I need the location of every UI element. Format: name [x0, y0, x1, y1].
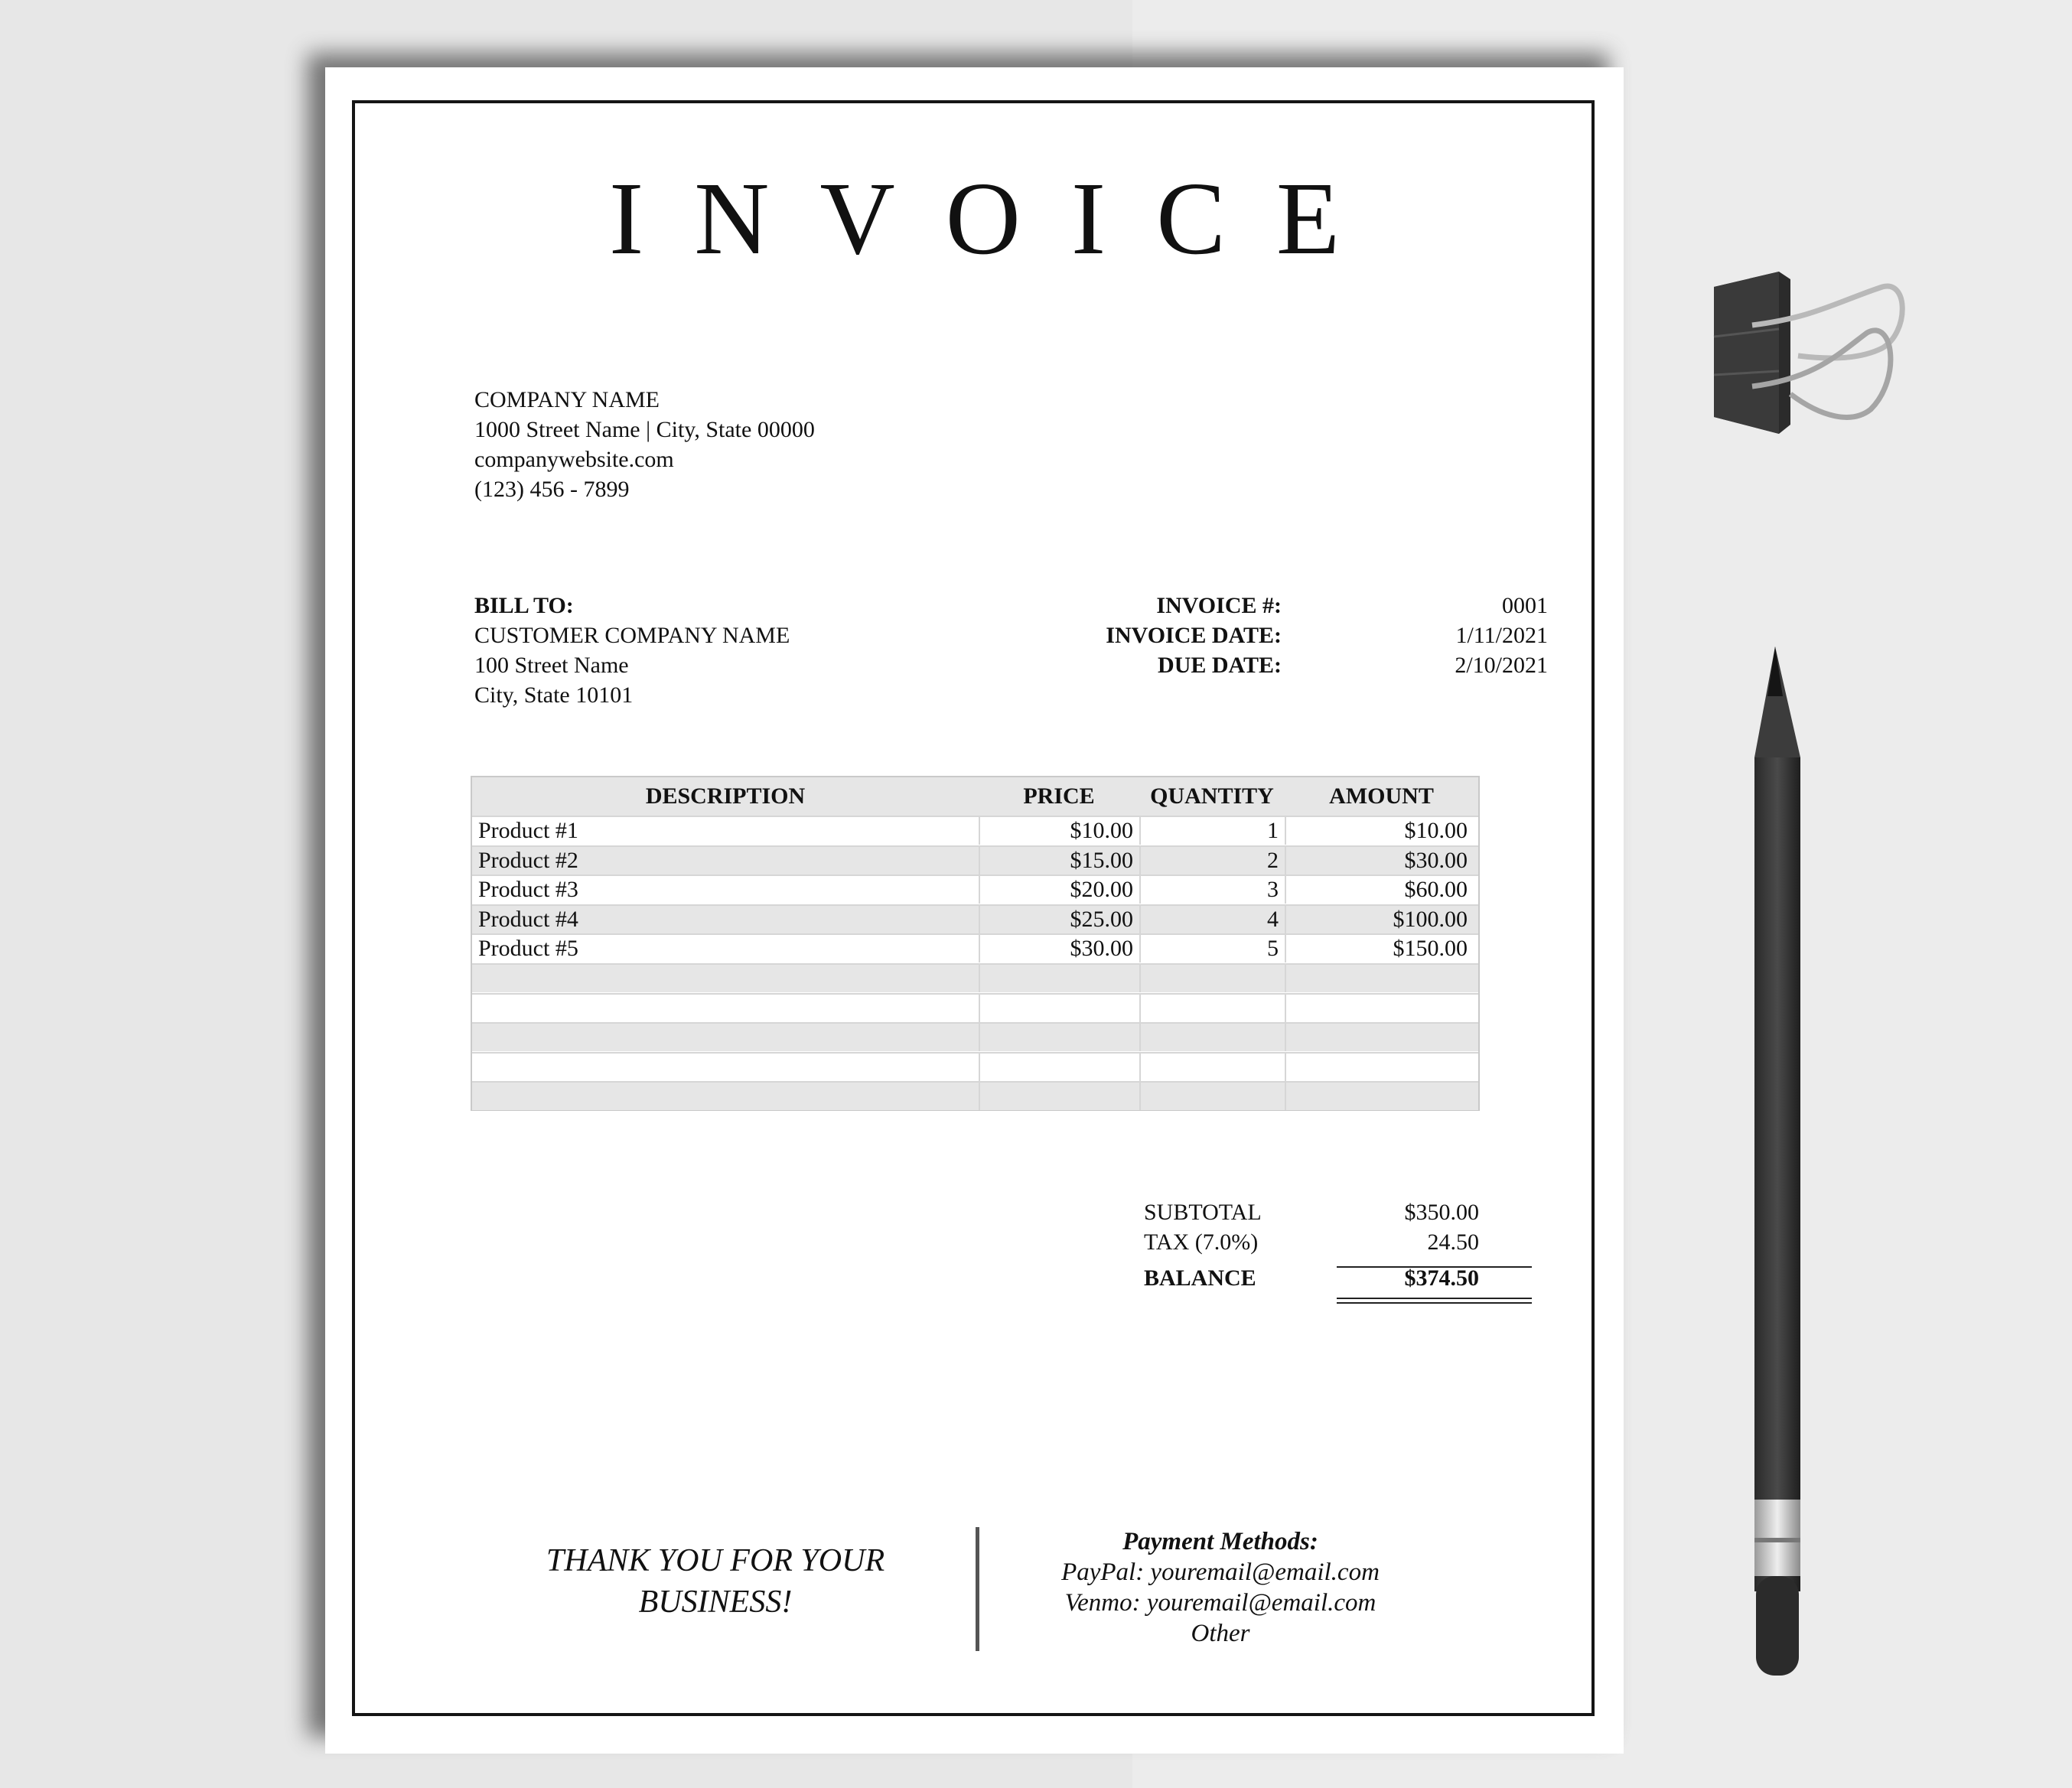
invoice-number-label: INVOICE #: — [1156, 593, 1282, 618]
footer-divider — [976, 1527, 979, 1651]
table-row — [472, 1022, 1478, 1051]
header-amount: AMOUNT — [1329, 783, 1434, 809]
binder-clip-icon — [1706, 264, 1913, 440]
cell-price: $30.00 — [979, 935, 1139, 962]
table-row — [472, 993, 1478, 1022]
cell-quantity — [1139, 995, 1285, 1022]
cell-amount: $60.00 — [1285, 876, 1478, 904]
cell-price: $20.00 — [979, 876, 1139, 904]
tax-value: 24.50 — [1427, 1229, 1479, 1255]
table-row — [472, 904, 1478, 933]
cell-description: Product #5 — [478, 936, 578, 962]
thank-you-line-1: THANK YOU FOR YOUR — [546, 1543, 885, 1578]
company-info — [474, 385, 815, 504]
company-website: companywebsite.com — [474, 447, 674, 472]
cell-amount — [1285, 1054, 1478, 1081]
balance-label: BALANCE — [1144, 1265, 1256, 1291]
cell-description — [472, 965, 979, 992]
cell-quantity: 2 — [1139, 847, 1285, 874]
payment-methods — [1006, 1526, 1435, 1649]
due-date-label: DUE DATE: — [1158, 653, 1282, 678]
cell-description: Product #4 — [478, 906, 578, 932]
cell-description — [472, 1054, 979, 1081]
cell-description — [472, 1024, 979, 1051]
cell-quantity: 5 — [1139, 935, 1285, 962]
customer-street: 100 Street Name — [474, 653, 629, 678]
payment-paypal: PayPal: youremail@email.com — [1061, 1558, 1380, 1586]
payment-other: Other — [1191, 1620, 1250, 1647]
cell-price — [979, 1083, 1139, 1110]
cell-amount: $100.00 — [1285, 906, 1478, 933]
line-items-table — [471, 776, 1480, 1111]
balance-rule-bottom — [1337, 1302, 1532, 1304]
table-row — [472, 845, 1478, 874]
cell-description: Product #3 — [478, 877, 578, 903]
bill-to-label: BILL TO: — [474, 593, 574, 618]
table-row — [472, 963, 1478, 992]
tax-label: TAX (7.0%) — [1144, 1229, 1259, 1255]
cell-quantity: 4 — [1139, 906, 1285, 933]
invoice-title: INVOICE — [608, 161, 1390, 276]
invoice-date-label: INVOICE DATE: — [1106, 623, 1282, 648]
cell-description — [472, 995, 979, 1022]
subtotal-value: $350.00 — [1404, 1200, 1479, 1225]
cell-price — [979, 1054, 1139, 1081]
table-row — [472, 933, 1478, 962]
cell-quantity — [1139, 965, 1285, 992]
table-row — [472, 816, 1478, 845]
customer-city: City, State 10101 — [474, 682, 634, 708]
cell-amount — [1285, 1024, 1478, 1051]
cell-quantity — [1139, 1054, 1285, 1081]
cell-price — [979, 995, 1139, 1022]
cell-quantity: 3 — [1139, 876, 1285, 904]
invoice-meta-labels — [1014, 591, 1282, 680]
company-phone: (123) 456 - 7899 — [474, 477, 630, 502]
table-row — [472, 874, 1478, 904]
thank-you-note — [501, 1540, 930, 1623]
cell-quantity: 1 — [1139, 817, 1285, 845]
table-row — [472, 1081, 1478, 1110]
company-address: 1000 Street Name | City, State 00000 — [474, 417, 815, 442]
cell-amount: $150.00 — [1285, 935, 1478, 962]
cell-quantity — [1139, 1083, 1285, 1110]
cell-description: Product #2 — [478, 847, 578, 873]
cell-amount: $30.00 — [1285, 847, 1478, 874]
header-price: PRICE — [1023, 783, 1095, 809]
cell-amount: $10.00 — [1285, 817, 1478, 845]
invoice-number: 0001 — [1502, 593, 1548, 618]
subtotal-label: SUBTOTAL — [1144, 1200, 1262, 1225]
cell-price: $25.00 — [979, 906, 1139, 933]
payment-venmo: Venmo: youremail@email.com — [1064, 1589, 1376, 1617]
table-header — [472, 777, 1478, 816]
bill-to — [474, 591, 790, 710]
cell-description: Product #1 — [478, 818, 578, 843]
header-quantity: QUANTITY — [1150, 783, 1274, 809]
invoice-date: 1/11/2021 — [1455, 623, 1548, 648]
invoice-page — [325, 67, 1624, 1754]
invoice-meta-values — [1320, 591, 1548, 680]
cell-amount — [1285, 995, 1478, 1022]
cell-price — [979, 1024, 1139, 1051]
cell-quantity — [1139, 1024, 1285, 1051]
company-name: COMPANY NAME — [474, 387, 660, 412]
header-description: DESCRIPTION — [645, 783, 806, 809]
pencil-icon — [1720, 643, 1835, 1698]
cell-price: $10.00 — [979, 817, 1139, 845]
payment-methods-title: Payment Methods: — [1122, 1528, 1318, 1555]
balance-value: $374.50 — [1404, 1265, 1479, 1291]
cell-price — [979, 965, 1139, 992]
thank-you-line-2: BUSINESS! — [638, 1584, 793, 1620]
cell-amount — [1285, 965, 1478, 992]
cell-amount — [1285, 1083, 1478, 1110]
cell-description — [472, 1083, 979, 1110]
table-row — [472, 1052, 1478, 1081]
cell-price: $15.00 — [979, 847, 1139, 874]
due-date: 2/10/2021 — [1455, 653, 1548, 678]
balance-rule-top — [1337, 1298, 1532, 1299]
customer-company: CUSTOMER COMPANY NAME — [474, 623, 790, 648]
